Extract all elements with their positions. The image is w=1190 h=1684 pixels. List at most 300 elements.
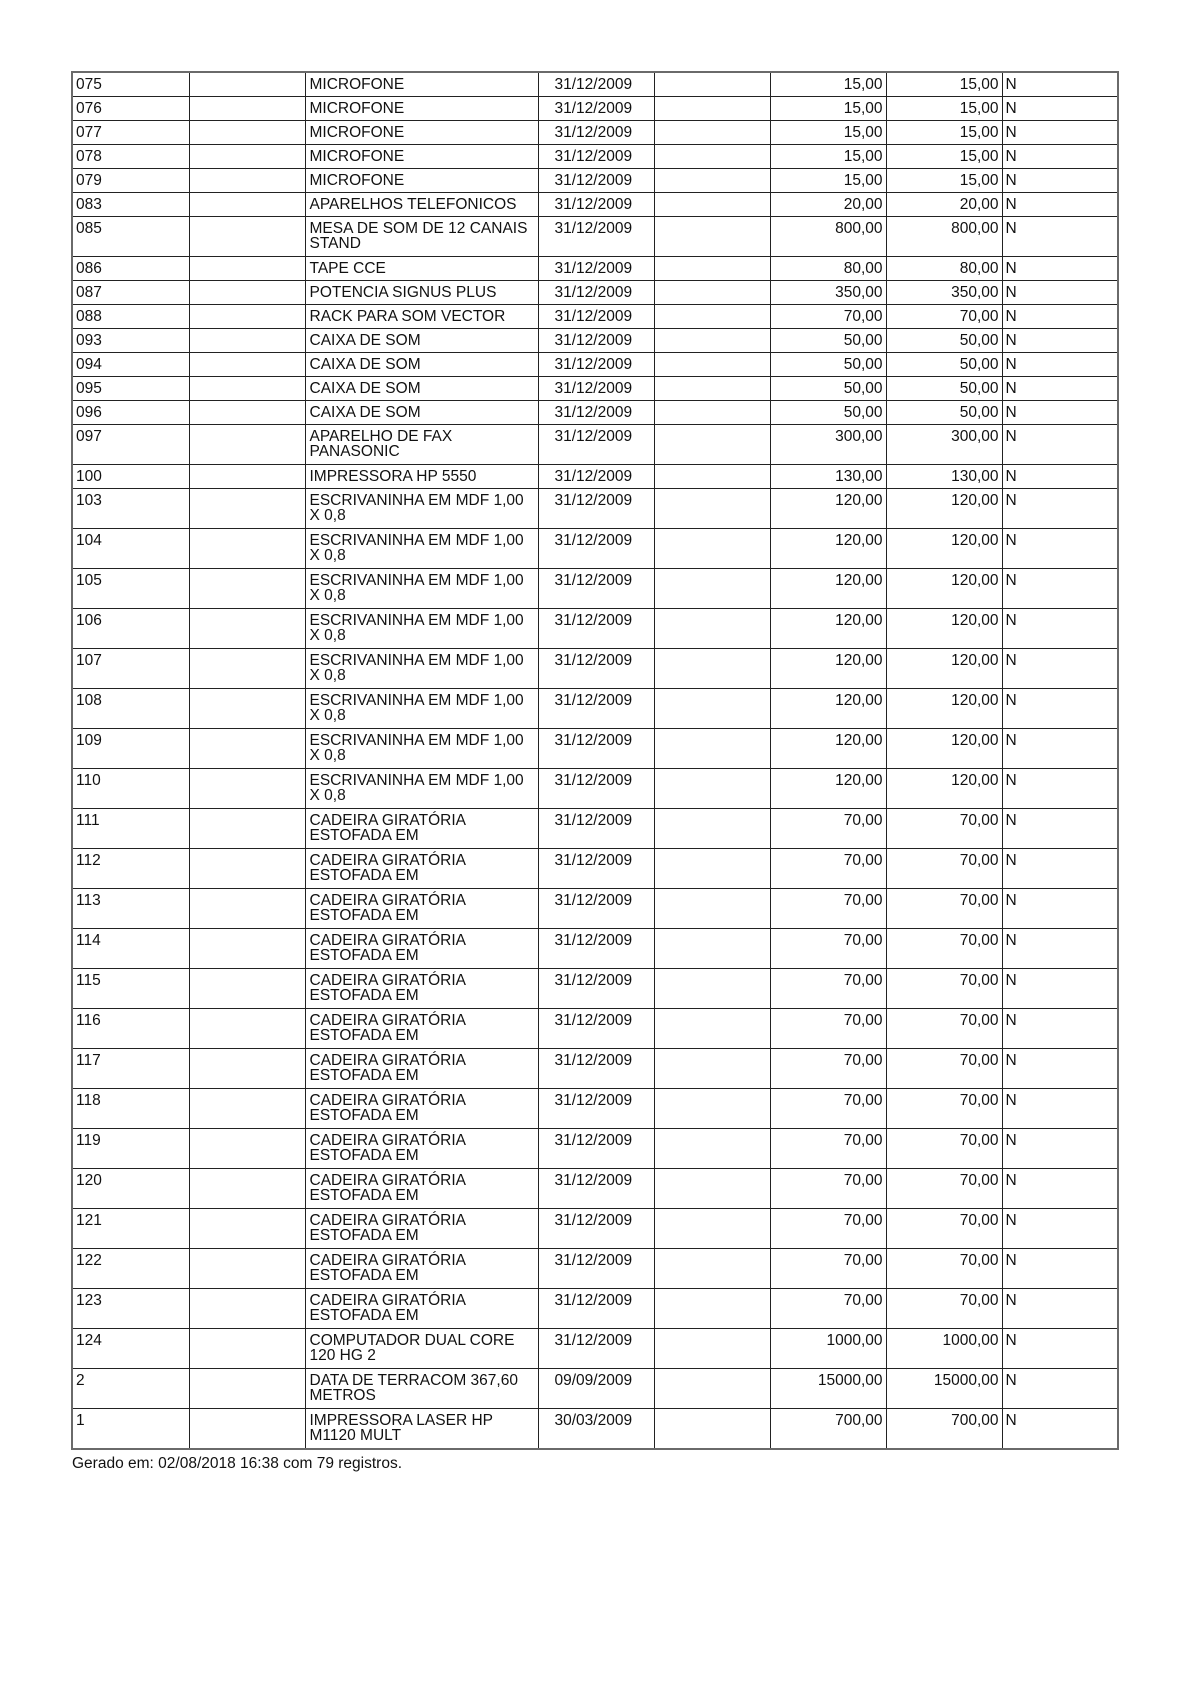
cell-total: 350,00: [886, 281, 1002, 305]
table-row: [72, 849, 1118, 889]
cell-value: 70,00: [770, 1209, 886, 1249]
cell-empty: [654, 425, 770, 465]
cell-date: 31/12/2009: [538, 257, 654, 281]
cell-empty: [654, 465, 770, 489]
cell-flag: N: [1002, 1249, 1118, 1289]
cell-description: POTENCIA SIGNUS PLUS: [305, 281, 538, 305]
cell-empty: [654, 569, 770, 609]
cell-code: 075: [72, 72, 189, 97]
cell-code: 079: [72, 169, 189, 193]
cell-code: 122: [72, 1249, 189, 1289]
cell-description: APARELHOS TELEFONICOS: [305, 193, 538, 217]
cell-description: DATA DE TERRACOM 367,60 METROS: [305, 1369, 538, 1409]
cell-description: CADEIRA GIRATÓRIA ESTOFADA EM: [305, 929, 538, 969]
cell-flag: N: [1002, 849, 1118, 889]
cell-empty: [654, 529, 770, 569]
cell-value: 700,00: [770, 1409, 886, 1450]
cell-value: 15,00: [770, 72, 886, 97]
cell-empty: [189, 465, 305, 489]
cell-total: 70,00: [886, 1129, 1002, 1169]
cell-total: 70,00: [886, 1289, 1002, 1329]
cell-empty: [654, 1409, 770, 1450]
cell-empty: [189, 489, 305, 529]
cell-empty: [654, 1129, 770, 1169]
cell-total: 15000,00: [886, 1369, 1002, 1409]
cell-total: 300,00: [886, 425, 1002, 465]
cell-total: 70,00: [886, 969, 1002, 1009]
cell-total: 1000,00: [886, 1329, 1002, 1369]
cell-empty: [654, 1289, 770, 1329]
cell-date: 31/12/2009: [538, 769, 654, 809]
cell-flag: N: [1002, 609, 1118, 649]
cell-date: 31/12/2009: [538, 649, 654, 689]
cell-date: 30/03/2009: [538, 1409, 654, 1450]
cell-code: 119: [72, 1129, 189, 1169]
cell-flag: N: [1002, 809, 1118, 849]
cell-date: 31/12/2009: [538, 1329, 654, 1369]
cell-empty: [189, 145, 305, 169]
cell-description: CADEIRA GIRATÓRIA ESTOFADA EM: [305, 1249, 538, 1289]
cell-empty: [189, 1049, 305, 1089]
cell-value: 70,00: [770, 1009, 886, 1049]
cell-empty: [189, 72, 305, 97]
cell-empty: [654, 489, 770, 529]
cell-flag: N: [1002, 1369, 1118, 1409]
cell-value: 50,00: [770, 353, 886, 377]
cell-empty: [189, 569, 305, 609]
cell-flag: N: [1002, 217, 1118, 257]
cell-date: 31/12/2009: [538, 193, 654, 217]
cell-flag: N: [1002, 529, 1118, 569]
cell-value: 70,00: [770, 1249, 886, 1289]
table-row: [72, 145, 1118, 169]
cell-empty: [189, 1169, 305, 1209]
cell-date: 31/12/2009: [538, 1169, 654, 1209]
cell-total: 120,00: [886, 529, 1002, 569]
cell-date: 31/12/2009: [538, 281, 654, 305]
table-row: [72, 1009, 1118, 1049]
cell-date: 31/12/2009: [538, 529, 654, 569]
cell-date: 31/12/2009: [538, 1209, 654, 1249]
cell-description: IMPRESSORA HP 5550: [305, 465, 538, 489]
cell-empty: [654, 769, 770, 809]
report-footer: Gerado em: 02/08/2018 16:38 com 79 registros.: [72, 1455, 403, 1472]
cell-empty: [654, 729, 770, 769]
cell-description: CAIXA DE SOM: [305, 353, 538, 377]
cell-empty: [189, 377, 305, 401]
cell-flag: N: [1002, 1129, 1118, 1169]
cell-code: 093: [72, 329, 189, 353]
cell-empty: [189, 257, 305, 281]
cell-description: ESCRIVANINHA EM MDF 1,00 X 0,8: [305, 569, 538, 609]
cell-flag: N: [1002, 353, 1118, 377]
table-row: [72, 1409, 1118, 1450]
cell-code: 112: [72, 849, 189, 889]
cell-description: ESCRIVANINHA EM MDF 1,00 X 0,8: [305, 649, 538, 689]
table-row: [72, 529, 1118, 569]
cell-date: 31/12/2009: [538, 689, 654, 729]
cell-empty: [189, 97, 305, 121]
cell-date: 31/12/2009: [538, 809, 654, 849]
cell-date: 31/12/2009: [538, 729, 654, 769]
cell-code: 121: [72, 1209, 189, 1249]
table-row: [72, 1329, 1118, 1369]
cell-date: 31/12/2009: [538, 425, 654, 465]
cell-empty: [654, 889, 770, 929]
cell-date: 31/12/2009: [538, 969, 654, 1009]
cell-value: 300,00: [770, 425, 886, 465]
cell-empty: [189, 281, 305, 305]
cell-total: 70,00: [886, 929, 1002, 969]
cell-total: 15,00: [886, 145, 1002, 169]
cell-value: 70,00: [770, 1129, 886, 1169]
cell-empty: [654, 169, 770, 193]
cell-empty: [654, 353, 770, 377]
cell-date: 31/12/2009: [538, 401, 654, 425]
cell-empty: [189, 1409, 305, 1450]
cell-total: 70,00: [886, 849, 1002, 889]
cell-total: 50,00: [886, 329, 1002, 353]
cell-empty: [654, 72, 770, 97]
table-row: [72, 649, 1118, 689]
cell-total: 70,00: [886, 1009, 1002, 1049]
cell-code: 114: [72, 929, 189, 969]
cell-empty: [654, 1089, 770, 1129]
cell-total: 80,00: [886, 257, 1002, 281]
cell-code: 2: [72, 1369, 189, 1409]
cell-value: 70,00: [770, 889, 886, 929]
table-row: [72, 489, 1118, 529]
cell-empty: [654, 1049, 770, 1089]
inventory-table: [71, 71, 1119, 1450]
cell-date: 31/12/2009: [538, 1089, 654, 1129]
cell-code: 094: [72, 353, 189, 377]
cell-total: 50,00: [886, 353, 1002, 377]
cell-date: 31/12/2009: [538, 97, 654, 121]
cell-flag: N: [1002, 929, 1118, 969]
cell-date: 09/09/2009: [538, 1369, 654, 1409]
cell-empty: [189, 649, 305, 689]
cell-description: CADEIRA GIRATÓRIA ESTOFADA EM: [305, 809, 538, 849]
cell-total: 15,00: [886, 97, 1002, 121]
cell-date: 31/12/2009: [538, 609, 654, 649]
cell-empty: [189, 969, 305, 1009]
table-row: [72, 305, 1118, 329]
cell-empty: [189, 689, 305, 729]
cell-empty: [654, 609, 770, 649]
cell-flag: N: [1002, 1089, 1118, 1129]
table-row: [72, 929, 1118, 969]
cell-empty: [189, 1089, 305, 1129]
cell-value: 120,00: [770, 649, 886, 689]
cell-empty: [654, 193, 770, 217]
cell-description: CADEIRA GIRATÓRIA ESTOFADA EM: [305, 1089, 538, 1129]
table-row: [72, 609, 1118, 649]
cell-value: 15,00: [770, 145, 886, 169]
cell-empty: [189, 401, 305, 425]
cell-date: 31/12/2009: [538, 145, 654, 169]
cell-flag: N: [1002, 1169, 1118, 1209]
cell-code: 123: [72, 1289, 189, 1329]
cell-description: CADEIRA GIRATÓRIA ESTOFADA EM: [305, 849, 538, 889]
cell-code: 116: [72, 1009, 189, 1049]
cell-description: TAPE CCE: [305, 257, 538, 281]
cell-date: 31/12/2009: [538, 465, 654, 489]
cell-value: 120,00: [770, 609, 886, 649]
cell-empty: [189, 729, 305, 769]
table-row: [72, 169, 1118, 193]
cell-empty: [189, 1289, 305, 1329]
cell-empty: [654, 969, 770, 1009]
cell-empty: [189, 425, 305, 465]
table-row: [72, 72, 1118, 97]
cell-flag: N: [1002, 305, 1118, 329]
cell-date: 31/12/2009: [538, 1049, 654, 1089]
cell-date: 31/12/2009: [538, 889, 654, 929]
cell-empty: [654, 329, 770, 353]
cell-description: IMPRESSORA LASER HP M1120 MULT: [305, 1409, 538, 1450]
cell-empty: [189, 809, 305, 849]
table-row: [72, 889, 1118, 929]
cell-date: 31/12/2009: [538, 121, 654, 145]
table-row: [72, 377, 1118, 401]
cell-code: 106: [72, 609, 189, 649]
cell-flag: N: [1002, 889, 1118, 929]
table-row: [72, 465, 1118, 489]
cell-total: 50,00: [886, 377, 1002, 401]
cell-value: 70,00: [770, 1049, 886, 1089]
cell-empty: [654, 1209, 770, 1249]
table-row: [72, 729, 1118, 769]
table-row: [72, 809, 1118, 849]
cell-date: 31/12/2009: [538, 1289, 654, 1329]
table-row: [72, 97, 1118, 121]
table-row: [72, 1369, 1118, 1409]
cell-empty: [189, 353, 305, 377]
cell-empty: [189, 849, 305, 889]
cell-value: 120,00: [770, 569, 886, 609]
cell-empty: [654, 649, 770, 689]
cell-code: 110: [72, 769, 189, 809]
cell-date: 31/12/2009: [538, 377, 654, 401]
cell-empty: [189, 169, 305, 193]
table-row: [72, 1289, 1118, 1329]
cell-flag: N: [1002, 1209, 1118, 1249]
cell-description: MESA DE SOM DE 12 CANAIS STAND: [305, 217, 538, 257]
cell-code: 1: [72, 1409, 189, 1450]
cell-empty: [654, 401, 770, 425]
cell-flag: N: [1002, 1289, 1118, 1329]
cell-flag: N: [1002, 769, 1118, 809]
inventory-table-body: [72, 72, 1118, 1449]
table-row: [72, 1249, 1118, 1289]
cell-value: 70,00: [770, 929, 886, 969]
cell-empty: [189, 1249, 305, 1289]
cell-total: 70,00: [886, 1209, 1002, 1249]
cell-empty: [189, 889, 305, 929]
cell-code: 113: [72, 889, 189, 929]
cell-description: MICROFONE: [305, 145, 538, 169]
table-row: [72, 329, 1118, 353]
cell-value: 50,00: [770, 329, 886, 353]
cell-value: 70,00: [770, 849, 886, 889]
cell-code: 104: [72, 529, 189, 569]
cell-total: 70,00: [886, 889, 1002, 929]
cell-total: 15,00: [886, 72, 1002, 97]
cell-date: 31/12/2009: [538, 169, 654, 193]
cell-empty: [654, 281, 770, 305]
cell-description: CAIXA DE SOM: [305, 329, 538, 353]
cell-empty: [189, 121, 305, 145]
cell-flag: N: [1002, 377, 1118, 401]
cell-empty: [189, 193, 305, 217]
cell-total: 70,00: [886, 1249, 1002, 1289]
table-row: [72, 1209, 1118, 1249]
cell-description: ESCRIVANINHA EM MDF 1,00 X 0,8: [305, 729, 538, 769]
cell-code: 117: [72, 1049, 189, 1089]
cell-code: 124: [72, 1329, 189, 1369]
cell-code: 109: [72, 729, 189, 769]
cell-date: 31/12/2009: [538, 489, 654, 529]
cell-empty: [654, 97, 770, 121]
cell-date: 31/12/2009: [538, 569, 654, 609]
cell-description: ESCRIVANINHA EM MDF 1,00 X 0,8: [305, 489, 538, 529]
table-row: [72, 769, 1118, 809]
cell-date: 31/12/2009: [538, 72, 654, 97]
cell-code: 077: [72, 121, 189, 145]
cell-empty: [654, 1369, 770, 1409]
cell-empty: [654, 689, 770, 729]
cell-empty: [189, 1369, 305, 1409]
cell-date: 31/12/2009: [538, 929, 654, 969]
cell-value: 20,00: [770, 193, 886, 217]
cell-empty: [654, 257, 770, 281]
table-row: [72, 193, 1118, 217]
cell-date: 31/12/2009: [538, 849, 654, 889]
cell-empty: [189, 529, 305, 569]
cell-value: 70,00: [770, 1289, 886, 1329]
cell-total: 120,00: [886, 569, 1002, 609]
cell-date: 31/12/2009: [538, 1249, 654, 1289]
table-row: [72, 281, 1118, 305]
table-row: [72, 353, 1118, 377]
cell-description: MICROFONE: [305, 72, 538, 97]
cell-value: 70,00: [770, 969, 886, 1009]
cell-value: 120,00: [770, 489, 886, 529]
cell-flag: N: [1002, 1009, 1118, 1049]
cell-code: 085: [72, 217, 189, 257]
cell-value: 70,00: [770, 1169, 886, 1209]
cell-value: 50,00: [770, 377, 886, 401]
cell-code: 096: [72, 401, 189, 425]
cell-flag: N: [1002, 72, 1118, 97]
cell-description: CADEIRA GIRATÓRIA ESTOFADA EM: [305, 1129, 538, 1169]
cell-description: MICROFONE: [305, 97, 538, 121]
cell-value: 15000,00: [770, 1369, 886, 1409]
cell-value: 120,00: [770, 769, 886, 809]
cell-empty: [654, 1329, 770, 1369]
cell-total: 800,00: [886, 217, 1002, 257]
cell-description: ESCRIVANINHA EM MDF 1,00 X 0,8: [305, 529, 538, 569]
cell-total: 70,00: [886, 1089, 1002, 1129]
cell-code: 111: [72, 809, 189, 849]
cell-code: 087: [72, 281, 189, 305]
table-row: [72, 1129, 1118, 1169]
cell-description: CADEIRA GIRATÓRIA ESTOFADA EM: [305, 1169, 538, 1209]
cell-total: 700,00: [886, 1409, 1002, 1450]
cell-empty: [654, 305, 770, 329]
cell-description: CADEIRA GIRATÓRIA ESTOFADA EM: [305, 969, 538, 1009]
cell-value: 15,00: [770, 121, 886, 145]
cell-empty: [189, 1209, 305, 1249]
table-row: [72, 969, 1118, 1009]
cell-empty: [189, 1329, 305, 1369]
table-row: [72, 401, 1118, 425]
cell-description: CADEIRA GIRATÓRIA ESTOFADA EM: [305, 889, 538, 929]
cell-code: 078: [72, 145, 189, 169]
cell-flag: N: [1002, 401, 1118, 425]
cell-empty: [189, 769, 305, 809]
cell-flag: N: [1002, 257, 1118, 281]
cell-code: 107: [72, 649, 189, 689]
cell-total: 120,00: [886, 609, 1002, 649]
cell-flag: N: [1002, 145, 1118, 169]
cell-empty: [189, 929, 305, 969]
table-row: [72, 257, 1118, 281]
table-row: [72, 1049, 1118, 1089]
cell-value: 80,00: [770, 257, 886, 281]
table-row: [72, 121, 1118, 145]
cell-code: 103: [72, 489, 189, 529]
cell-flag: N: [1002, 1409, 1118, 1450]
cell-empty: [654, 929, 770, 969]
cell-description: APARELHO DE FAX PANASONIC: [305, 425, 538, 465]
cell-code: 076: [72, 97, 189, 121]
cell-flag: N: [1002, 465, 1118, 489]
cell-date: 31/12/2009: [538, 353, 654, 377]
cell-flag: N: [1002, 1329, 1118, 1369]
cell-description: CADEIRA GIRATÓRIA ESTOFADA EM: [305, 1209, 538, 1249]
cell-description: CAIXA DE SOM: [305, 377, 538, 401]
table-row: [72, 1089, 1118, 1129]
table-row: [72, 217, 1118, 257]
cell-flag: N: [1002, 425, 1118, 465]
cell-flag: N: [1002, 729, 1118, 769]
cell-empty: [189, 305, 305, 329]
cell-empty: [654, 1009, 770, 1049]
cell-code: 108: [72, 689, 189, 729]
cell-code: 105: [72, 569, 189, 609]
cell-code: 095: [72, 377, 189, 401]
cell-empty: [189, 217, 305, 257]
cell-date: 31/12/2009: [538, 305, 654, 329]
cell-code: 097: [72, 425, 189, 465]
cell-description: CADEIRA GIRATÓRIA ESTOFADA EM: [305, 1009, 538, 1049]
cell-flag: N: [1002, 1049, 1118, 1089]
cell-flag: N: [1002, 193, 1118, 217]
cell-total: 70,00: [886, 809, 1002, 849]
cell-total: 15,00: [886, 169, 1002, 193]
cell-empty: [189, 1009, 305, 1049]
cell-description: MICROFONE: [305, 121, 538, 145]
cell-value: 1000,00: [770, 1329, 886, 1369]
cell-empty: [654, 217, 770, 257]
cell-flag: N: [1002, 569, 1118, 609]
cell-flag: N: [1002, 97, 1118, 121]
cell-value: 130,00: [770, 465, 886, 489]
cell-empty: [189, 1129, 305, 1169]
cell-empty: [654, 121, 770, 145]
